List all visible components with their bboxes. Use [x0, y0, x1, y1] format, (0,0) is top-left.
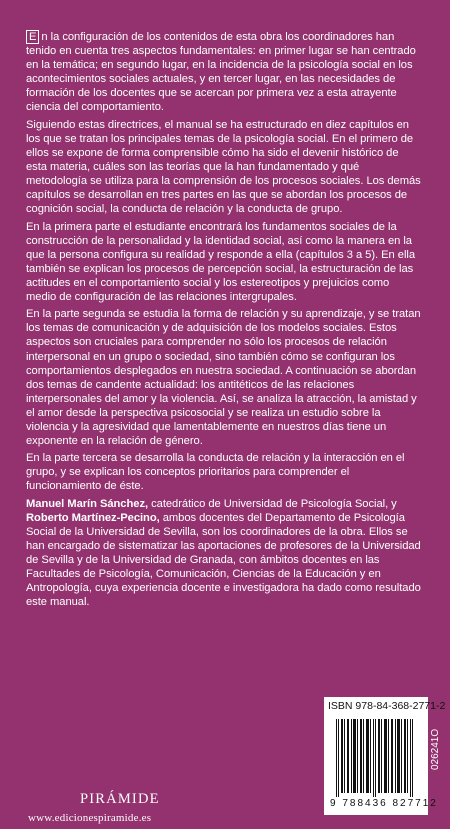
side-product-code: 026241O — [430, 728, 441, 770]
isbn-label: ISBN 978-84-368-2771-2 — [328, 700, 446, 712]
paragraph-1: E n la configuración de los contenidos de esta obra los coordinadores han tenido en cuenta tres aspectos fundamentales: en primer lugar se han centrado en la temática; en segundo lugar, en la incidencia de la psicología social en los acontecimientos sociales actuales, y en tercer lugar, en las necesidades de formación de los docentes que se acercan por primera vez a esta atrayente ciencia del comportamiento. — [26, 31, 416, 114]
barcode-number: 9 788436 827712 — [330, 798, 438, 809]
author-name-1: Manuel Marín Sánchez, — [26, 498, 149, 510]
synopsis-text — [26, 30, 422, 613]
paragraph-2: Siguiendo estas directrices, el manual se ha estructurado en diez capítulos en los que se tratan los principales temas de la psicología social. En el primero de ellos se expone de forma comprensible cómo ha sido el devenir histórico de esta materia, cuáles son las teorías que la han fundamentado y qué metodología se utiliza para la comprensión de los procesos sociales. Los demás capítulos se desarrollan en tres partes en las que se abordan los procesos de cognición social, la conducta de relación y la conducta de grupo. — [26, 118, 421, 216]
authors-paragraph: Manuel Marín Sánchez, catedrático de Universidad de Psicología Social, y Roberto Martínez-Pecino, ambos docentes del Departamento de Psicología Social de la Universidad de Sevilla, son los coordinadores de la obra. Ellos se han encargado de sistematizar las aportaciones de profesores de la Universidad de Sevilla y de la Universidad de Granada, con ámbitos docentes en las Facultades de Psicología, Comunicación, Ciencias de la Educación y en Antropología, cuya experiencia docente e investigadora ha dado como resultado este manual. — [26, 498, 421, 609]
drop-cap: E — [26, 30, 39, 44]
paragraph-4: En la parte segunda se estudia la forma de relación y su aprendizaje, y se tratan los temas de comunicación y de adquisición de los modelos sociales. Estos aspectos son cruciales para comprender no sólo los procesos de relación interpersonal en un grupo o sociedad, sino también cómo se configuran los comportamientos desplegados en nuestra sociedad. A continuación se abordan dos temas de candente actualidad: los antitéticos de las relaciones interpersonales del amor y la violencia. Así, se analiza la atracción, la amistad y el amor desde la perspectiva psicosocial y se realiza un estudio sobre la violencia y la agresividad que lamentablemente en nuestros días tiene un exponente en la relación de género. — [26, 308, 421, 447]
publisher-logo: PIRÁMIDE — [80, 791, 160, 807]
barcode-icon — [330, 719, 422, 797]
publisher-website[interactable]: www.edicionespiramide.es — [28, 812, 152, 824]
paragraph-5: En la parte tercera se desarrolla la conducta de relación y la interacción en el grupo, y se explican los conceptos prioritarios para comprender el funcionamiento de éste. — [26, 452, 405, 493]
author-name-2: Roberto Martínez-Pecino, — [26, 512, 160, 525]
paragraph-3: En la primera parte el estudiante encontrará los fundamentos sociales de la construcción de la personalidad y la identidad social, así como la manera en la que la persona configura su realidad y responde a ella (capítulos 3 a 5). En ella también se explican los procesos de percepción social, la estructuración de las actitudes en el comportamiento social y los estereotipos y prejuicios como medio de configuración de las relaciones intergrupales. — [26, 220, 416, 303]
